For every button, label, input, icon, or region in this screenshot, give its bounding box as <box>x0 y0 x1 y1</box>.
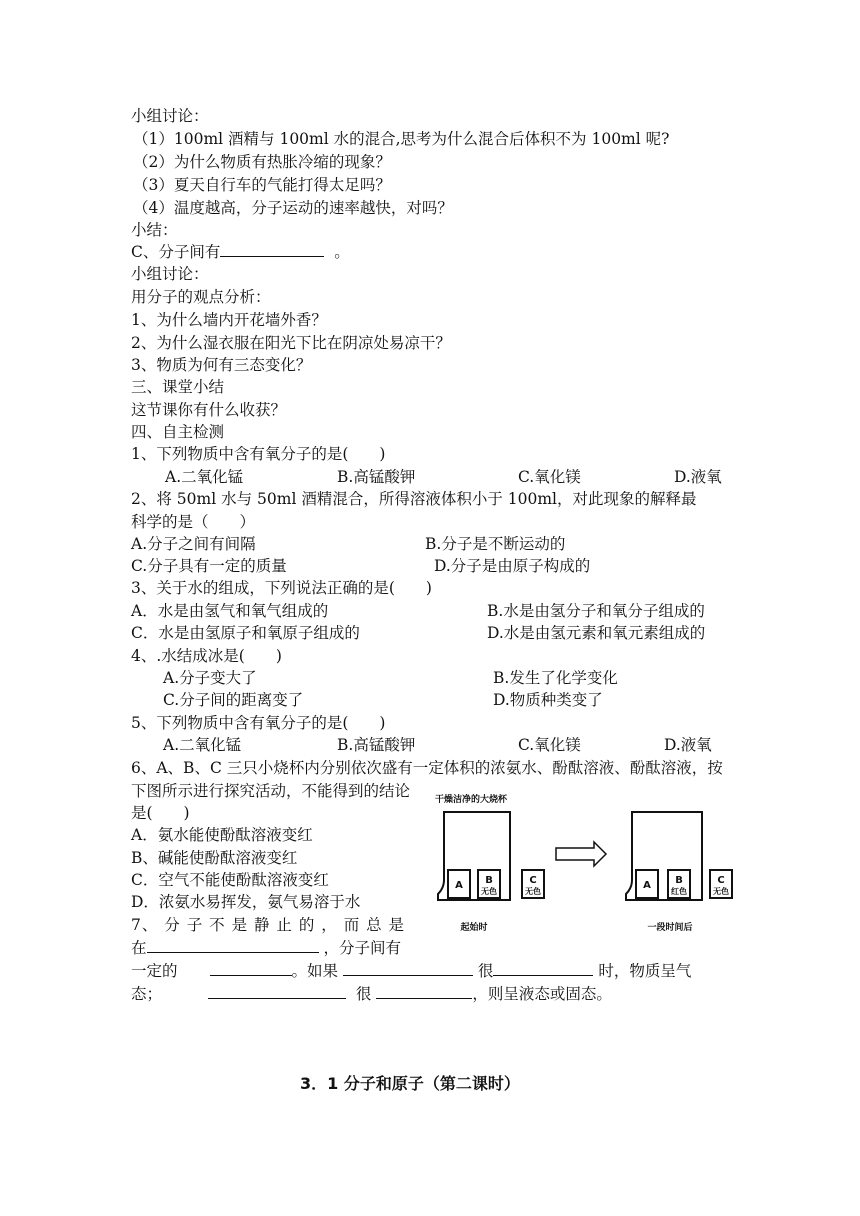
option-d[interactable]: D．浓氨水易挥发，氨气易溶于水 <box>131 893 361 911</box>
experiment-figure <box>430 788 740 948</box>
q7-text: 时，物质呈气 <box>598 962 692 980</box>
big-beaker-label: 干燥洁净的大烧杯 <box>435 795 508 805</box>
option-c[interactable]: C.氧化镁 <box>518 736 581 754</box>
option-a[interactable]: A．水是由氢气和氧气组成的 <box>131 602 329 620</box>
q7-line-3 <box>131 960 691 982</box>
q7-text: 很 <box>355 985 372 1003</box>
beaker-b-color-end: 红色 <box>671 887 687 896</box>
question-stem: 下图所示进行探究活动，不能得到的结论 <box>131 782 411 800</box>
question-stem: 是( ) <box>131 804 190 822</box>
summary-fill-line <box>131 241 350 263</box>
beaker-c-label-end: C <box>717 875 725 886</box>
option-b[interactable]: B、碱能使酚酞溶液变红 <box>131 849 298 867</box>
option-d[interactable]: D.分子是由原子构成的 <box>434 557 591 575</box>
beaker-b-label: B <box>485 875 493 886</box>
option-c[interactable]: C．水是由氢原子和氧原子组成的 <box>131 624 360 642</box>
answer-blank[interactable] <box>210 960 292 976</box>
beaker-b-label-end: B <box>675 875 683 886</box>
option-d[interactable]: D.液氧 <box>664 736 712 754</box>
question-stem: 1、下列物质中含有氧分子的是( ) <box>131 445 386 463</box>
option-b[interactable]: B.高锰酸钾 <box>337 468 416 486</box>
option-c[interactable]: C.分子具有一定的质量 <box>131 557 287 575</box>
q7-text: ，则呈液态或固态。 <box>472 985 612 1003</box>
option-c[interactable]: C.氧化镁 <box>518 468 581 486</box>
summary-suffix: 。 <box>334 243 350 261</box>
section-heading: 四、自主检测 <box>131 423 225 441</box>
beaker-a-label-end: A <box>643 880 651 891</box>
q7-text: 很 <box>477 962 494 980</box>
option-a[interactable]: A．氨水能使酚酞溶液变红 <box>131 826 313 844</box>
option-b[interactable]: B.高锰酸钾 <box>337 736 416 754</box>
discussion-item: （4）温度越高，分子运动的速率越快，对吗？ <box>133 199 453 217</box>
discussion-item: 2、为什么湿衣服在阳光下比在阴凉处易凉干？ <box>131 334 451 352</box>
beaker-c-color-start: 无色 <box>525 887 541 896</box>
answer-blank[interactable] <box>220 241 324 257</box>
option-a[interactable]: A.分子之间有间隔 <box>131 535 256 553</box>
option-c[interactable]: C.分子间的距离变了 <box>163 691 304 709</box>
start-caption: 起始时 <box>460 923 488 933</box>
answer-blank[interactable] <box>376 983 472 999</box>
q7-line-4 <box>131 983 612 1005</box>
option-d[interactable]: D.液氧 <box>674 468 722 486</box>
end-caption: 一段时间后 <box>647 923 693 933</box>
discussion-item: （2）为什么物质有热胀冷缩的现象？ <box>133 153 391 171</box>
question-stem: 科学的是（ ） <box>131 513 256 531</box>
answer-blank[interactable] <box>208 983 346 999</box>
q7-text: 一定的 <box>131 962 178 980</box>
q7-text: 态； <box>131 985 163 1003</box>
beaker-c-color-end: 无色 <box>713 887 729 896</box>
discussion-item: 1、为什么墙内开花墙外香？ <box>131 311 327 329</box>
question-stem: 3、关于水的组成，下列说法正确的是( ) <box>131 579 432 597</box>
question-stem: 5、下列物质中含有氧分子的是( ) <box>131 714 386 732</box>
q7-text: 。如果 <box>291 962 339 980</box>
option-b[interactable]: B.水是由氢分子和氧分子组成的 <box>487 602 705 620</box>
arrow-right-icon <box>556 842 606 866</box>
option-d[interactable]: D.物质种类变了 <box>493 691 603 709</box>
question-stem: 4、.水结成冰是( ) <box>131 647 282 665</box>
section-heading: 三、课堂小结 <box>131 378 225 396</box>
option-c[interactable]: C．空气不能使酚酞溶液变红 <box>131 871 329 889</box>
beaker-b-color-start: 无色 <box>481 887 497 896</box>
lesson-title: 3．1 分子和原子（第二课时） <box>300 1074 520 1093</box>
discussion-intro: 用分子的观点分析： <box>131 288 271 306</box>
discussion-item: （3）夏天自行车的气能打得太足吗？ <box>133 176 391 194</box>
option-a[interactable]: A.二氧化锰 <box>163 736 242 754</box>
option-b[interactable]: B.发生了化学变化 <box>493 669 618 687</box>
answer-blank[interactable] <box>147 937 319 953</box>
summary-prefix: C、分子间有 <box>131 243 221 261</box>
q7-line-2 <box>131 937 401 959</box>
option-a[interactable]: A.分子变大了 <box>163 669 257 687</box>
discussion-item: （1）100ml 酒精与 100ml 水的混合,思考为什么混合后体积不为 100ml 呢? <box>133 130 670 148</box>
discussion-heading: 小组讨论： <box>131 265 209 283</box>
q7-text: ，分子间有 <box>323 939 401 957</box>
option-a[interactable]: A.二氧化锰 <box>165 468 244 486</box>
option-d[interactable]: D.水是由氢元素和氧元素组成的 <box>487 624 706 642</box>
summary-label: 小结： <box>131 221 178 239</box>
option-b[interactable]: B.分子是不断运动的 <box>425 535 566 553</box>
question-stem: 7、 分 子 不 是 静 止 的 ， 而 总 是 <box>131 916 406 934</box>
beaker-c-label: C <box>529 875 537 886</box>
question-stem: 2、将 50ml 水与 50ml 酒精混合，所得溶液体积小于 100ml，对此现象的解释最 <box>131 490 697 508</box>
beaker-a-label: A <box>455 880 463 891</box>
question-stem: 6、A、B、C 三只小烧杯内分别依次盛有一定体积的浓氨水、酚酞溶液、酚酞溶液，按 <box>131 759 723 777</box>
discussion-heading: 小组讨论： <box>131 107 209 125</box>
answer-blank[interactable] <box>343 960 473 976</box>
discussion-item: 3、物质为何有三态变化？ <box>131 356 312 374</box>
section-text: 这节课你有什么收获？ <box>131 401 287 419</box>
answer-blank[interactable] <box>493 960 593 976</box>
q7-text: 在 <box>131 939 147 957</box>
